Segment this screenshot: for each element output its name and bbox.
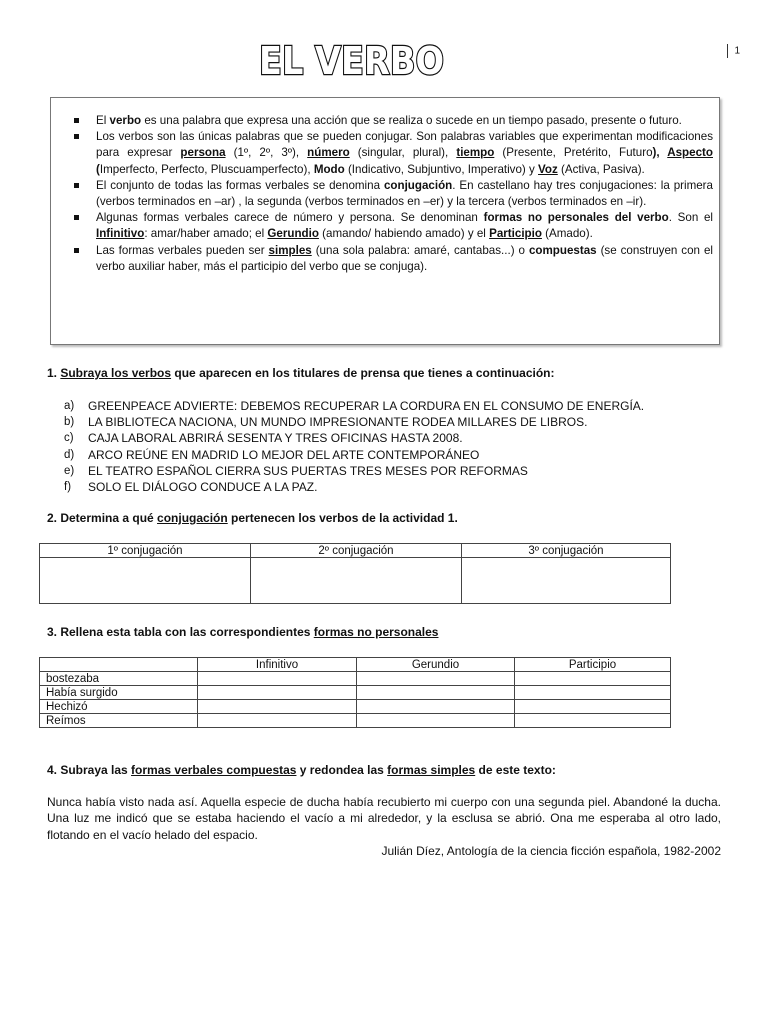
q4-title: 4. Subraya las formas verbales compuestas y redondea las formas simples de este texto:: [47, 763, 556, 777]
answer-cell[interactable]: [515, 686, 671, 700]
table-row: [40, 686, 671, 700]
answer-cell[interactable]: [357, 714, 515, 728]
intro-bullet: El verbo es una palabra que expresa una acción que se realiza o sucede en un tiempo pasado, presente o futuro.: [71, 113, 713, 129]
verb-cell: Hechizó: [40, 700, 198, 714]
page-number: 1: [727, 44, 740, 58]
q2-title: 2. Determina a qué conjugación pertenecen los verbos de la actividad 1.: [47, 511, 458, 525]
svg-text:EL VERBO: EL VERBO: [259, 39, 444, 82]
q4-source: Julián Díez, Antología de la ciencia ficción española, 1982-2002: [381, 844, 721, 858]
answer-cell[interactable]: [198, 714, 357, 728]
verb-cell: bostezaba: [40, 672, 198, 686]
answer-cell[interactable]: [198, 686, 357, 700]
intro-bullet: Los verbos son las únicas palabras que se pueden conjugar. Son palabras variables que experimentan modificaciones para expresar persona (1º, 2º, 3º), número (singular, plural), tiempo (Presente, Pretérito, Futuro), Aspecto (Imperfecto, Perfecto, Pluscuamperfecto), Modo (Indicativo, Subjuntivo, Imperativo) y Voz (Activa, Pasiva).: [71, 129, 713, 178]
table-header: Participio: [515, 658, 671, 672]
answer-cell[interactable]: [357, 700, 515, 714]
headline-item: f) SOLO EL DIÁLOGO CONDUCE A LA PAZ.: [64, 480, 318, 495]
q1-title: 1. Subraya los verbos que aparecen en los titulares de prensa que tienes a continuación:: [47, 366, 555, 380]
verb-cell: Reímos: [40, 714, 198, 728]
conjugation-table: [39, 543, 671, 604]
q1-headlines: [64, 398, 724, 495]
page-number-divider: [727, 44, 728, 58]
intro-box: [50, 97, 720, 345]
headline-item: d) ARCO REÚNE EN MADRID LO MEJOR DEL ARTE CONTEMPORÁNEO: [64, 447, 480, 462]
answer-cell[interactable]: [515, 672, 671, 686]
answer-cell[interactable]: [357, 672, 515, 686]
table-header: Gerundio: [357, 658, 515, 672]
conjugation-header: 3º conjugación: [462, 544, 671, 558]
intro-bullet: Las formas verbales pueden ser simples (una sola palabra: amaré, cantabas...) o compuestas (se construyen con el verbo auxiliar haber, más el participio del verbo que se conjuga).: [71, 243, 713, 275]
intro-list: [71, 113, 713, 275]
answer-cell[interactable]: [357, 686, 515, 700]
headline-item: c) CAJA LABORAL ABRIRÁ SESENTA Y TRES OFICINAS HASTA 2008.: [64, 431, 463, 446]
table-header: Infinitivo: [198, 658, 357, 672]
answer-cell[interactable]: [251, 558, 462, 604]
table-row: [40, 700, 671, 714]
headline-item: e) EL TEATRO ESPAÑOL CIERRA SUS PUERTAS TRES MESES POR REFORMAS: [64, 463, 528, 478]
answer-cell[interactable]: [462, 558, 671, 604]
page-title: [256, 36, 456, 82]
verb-cell: Había surgido: [40, 686, 198, 700]
nonpersonal-forms-table: [39, 657, 671, 728]
answer-cell[interactable]: [515, 714, 671, 728]
intro-bullet: Algunas formas verbales carece de número y persona. Se denominan formas no personales del verbo. Son el Infinitivo: amar/haber amado; el Gerundio (amando/ habiendo amado) y el Participio (Amado).: [71, 210, 713, 242]
headline-item: a) GREENPEACE ADVIERTE: DEBEMOS RECUPERAR LA CORDURA EN EL CONSUMO DE ENERGÍA.: [64, 399, 645, 413]
answer-cell[interactable]: [198, 672, 357, 686]
table-header: [40, 658, 198, 672]
answer-cell[interactable]: [198, 700, 357, 714]
answer-cell[interactable]: [515, 700, 671, 714]
conjugation-header: 2º conjugación: [251, 544, 462, 558]
conjugation-header: 1º conjugación: [40, 544, 251, 558]
answer-cell[interactable]: [40, 558, 251, 604]
intro-bullet: El conjunto de todas las formas verbales se denomina conjugación. En castellano hay tres conjugaciones: la primera (verbos terminados en –ar) , la segunda (verbos terminados en –er) y la tercera (verbos terminados en –ir).: [71, 178, 713, 210]
q3-title: 3. Rellena esta tabla con las correspondientes formas no personales: [47, 625, 439, 639]
table-row: [40, 672, 671, 686]
q4-passage: Nunca había visto nada así. Aquella especie de ducha había recubierto mi cuerpo con una segunda piel. Abandoné la ducha. Una luz me indicó que se estaba haciendo el vacío a mi alrededor, y la esclusa se abrió. Ona me esperaba al otro lado, flotando en el vacío helado del espacio.: [47, 795, 721, 842]
headline-item: b) LA BIBLIOTECA NACIONA, UN MUNDO IMPRESIONANTE RODEA MILLARES DE LIBROS.: [64, 415, 588, 430]
table-row: [40, 714, 671, 728]
